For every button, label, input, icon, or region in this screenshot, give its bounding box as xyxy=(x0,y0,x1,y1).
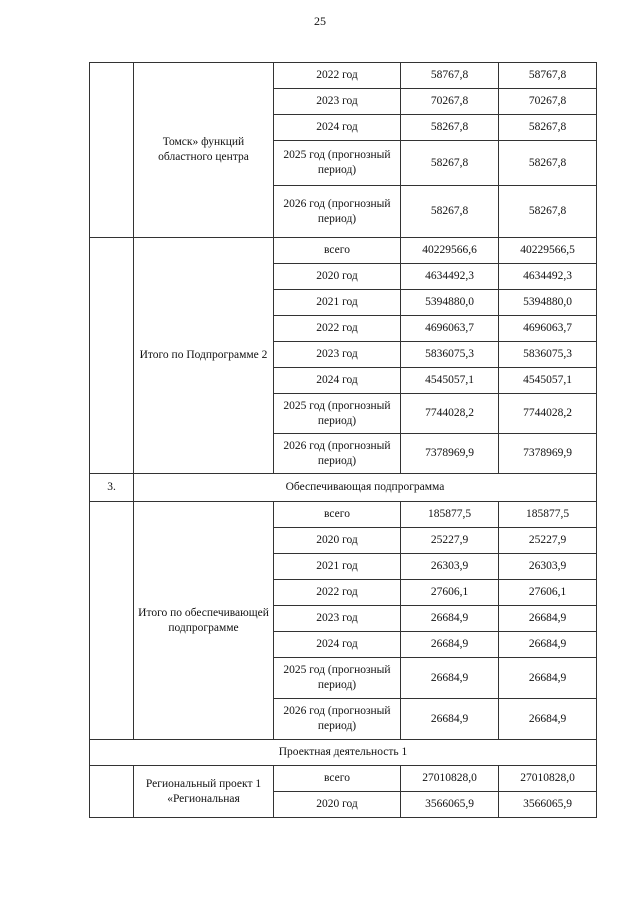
section-row xyxy=(90,474,597,502)
value-cell: 7378969,9 xyxy=(401,434,499,474)
value-cell: 5394880,0 xyxy=(499,290,597,316)
period-cell: 2026 год (прогнозный период) xyxy=(274,186,401,238)
section-title: Проектная деятельность 1 xyxy=(90,740,597,766)
value-cell: 26303,9 xyxy=(499,554,597,580)
value-cell: 58267,8 xyxy=(401,186,499,238)
period-cell: 2026 год (прогнозный период) xyxy=(274,434,401,474)
value-cell: 5836075,3 xyxy=(499,342,597,368)
period-cell: 2022 год xyxy=(274,63,401,89)
value-cell: 58267,8 xyxy=(499,186,597,238)
section-title: Обеспечивающая подпрограмма xyxy=(134,474,597,502)
section-number: 3. xyxy=(90,474,134,502)
value-cell: 185877,5 xyxy=(401,502,499,528)
period-cell: 2021 год xyxy=(274,290,401,316)
value-cell: 5836075,3 xyxy=(401,342,499,368)
value-cell: 25227,9 xyxy=(401,528,499,554)
table-row xyxy=(90,63,597,89)
value-cell: 27010828,0 xyxy=(499,766,597,792)
period-cell: 2025 год (прогнозный период) xyxy=(274,141,401,186)
value-cell: 58267,8 xyxy=(401,141,499,186)
period-cell: 2022 год xyxy=(274,316,401,342)
value-cell: 26684,9 xyxy=(401,658,499,699)
value-cell: 4634492,3 xyxy=(499,264,597,290)
value-cell: 27606,1 xyxy=(401,580,499,606)
period-cell: 2026 год (прогнозный период) xyxy=(274,699,401,740)
value-cell: 4634492,3 xyxy=(401,264,499,290)
value-cell: 4545057,1 xyxy=(499,368,597,394)
value-cell: 58267,8 xyxy=(499,141,597,186)
period-cell: 2024 год xyxy=(274,115,401,141)
section-row xyxy=(90,740,597,766)
period-cell: 2023 год xyxy=(274,606,401,632)
value-cell: 26684,9 xyxy=(499,699,597,740)
value-cell: 7378969,9 xyxy=(499,434,597,474)
period-cell: 2024 год xyxy=(274,632,401,658)
value-cell: 26684,9 xyxy=(401,606,499,632)
period-cell: 2025 год (прогнозный период) xyxy=(274,658,401,699)
period-cell: 2020 год xyxy=(274,264,401,290)
value-cell: 4696063,7 xyxy=(499,316,597,342)
value-cell: 26303,9 xyxy=(401,554,499,580)
period-cell: 2023 год xyxy=(274,342,401,368)
value-cell: 40229566,6 xyxy=(401,238,499,264)
budget-table xyxy=(89,62,597,818)
value-cell: 26684,9 xyxy=(401,699,499,740)
value-cell: 58267,8 xyxy=(401,115,499,141)
program-name-cell: Итого по обеспечивающей подпрограмме xyxy=(134,502,274,740)
value-cell: 26684,9 xyxy=(499,632,597,658)
period-cell: 2025 год (прогнозный период) xyxy=(274,394,401,434)
table-row xyxy=(90,238,597,264)
period-cell: 2024 год xyxy=(274,368,401,394)
number-cell xyxy=(90,238,134,474)
value-cell: 58767,8 xyxy=(401,63,499,89)
table-row xyxy=(90,766,597,792)
value-cell: 40229566,5 xyxy=(499,238,597,264)
value-cell: 58767,8 xyxy=(499,63,597,89)
value-cell: 4696063,7 xyxy=(401,316,499,342)
number-cell xyxy=(90,766,134,818)
program-name-cell: Региональный проект 1 «Региональная xyxy=(134,766,274,818)
number-cell xyxy=(90,502,134,740)
period-cell: 2020 год xyxy=(274,528,401,554)
value-cell: 25227,9 xyxy=(499,528,597,554)
value-cell: 26684,9 xyxy=(499,658,597,699)
value-cell: 70267,8 xyxy=(401,89,499,115)
value-cell: 3566065,9 xyxy=(401,792,499,818)
value-cell: 70267,8 xyxy=(499,89,597,115)
period-cell: 2021 год xyxy=(274,554,401,580)
number-cell xyxy=(90,63,134,238)
value-cell: 3566065,9 xyxy=(499,792,597,818)
period-cell: всего xyxy=(274,502,401,528)
value-cell: 27606,1 xyxy=(499,580,597,606)
value-cell: 7744028,2 xyxy=(401,394,499,434)
value-cell: 7744028,2 xyxy=(499,394,597,434)
value-cell: 5394880,0 xyxy=(401,290,499,316)
page-number: 25 xyxy=(314,14,326,28)
value-cell: 26684,9 xyxy=(401,632,499,658)
period-cell: всего xyxy=(274,766,401,792)
program-name-cell: Томск» функций областного центра xyxy=(134,63,274,238)
period-cell: 2020 год xyxy=(274,792,401,818)
period-cell: 2022 год xyxy=(274,580,401,606)
value-cell: 26684,9 xyxy=(499,606,597,632)
value-cell: 4545057,1 xyxy=(401,368,499,394)
period-cell: 2023 год xyxy=(274,89,401,115)
value-cell: 185877,5 xyxy=(499,502,597,528)
period-cell: всего xyxy=(274,238,401,264)
table-row xyxy=(90,502,597,528)
value-cell: 27010828,0 xyxy=(401,766,499,792)
value-cell: 58267,8 xyxy=(499,115,597,141)
program-name-cell: Итого по Подпрограмме 2 xyxy=(134,238,274,474)
